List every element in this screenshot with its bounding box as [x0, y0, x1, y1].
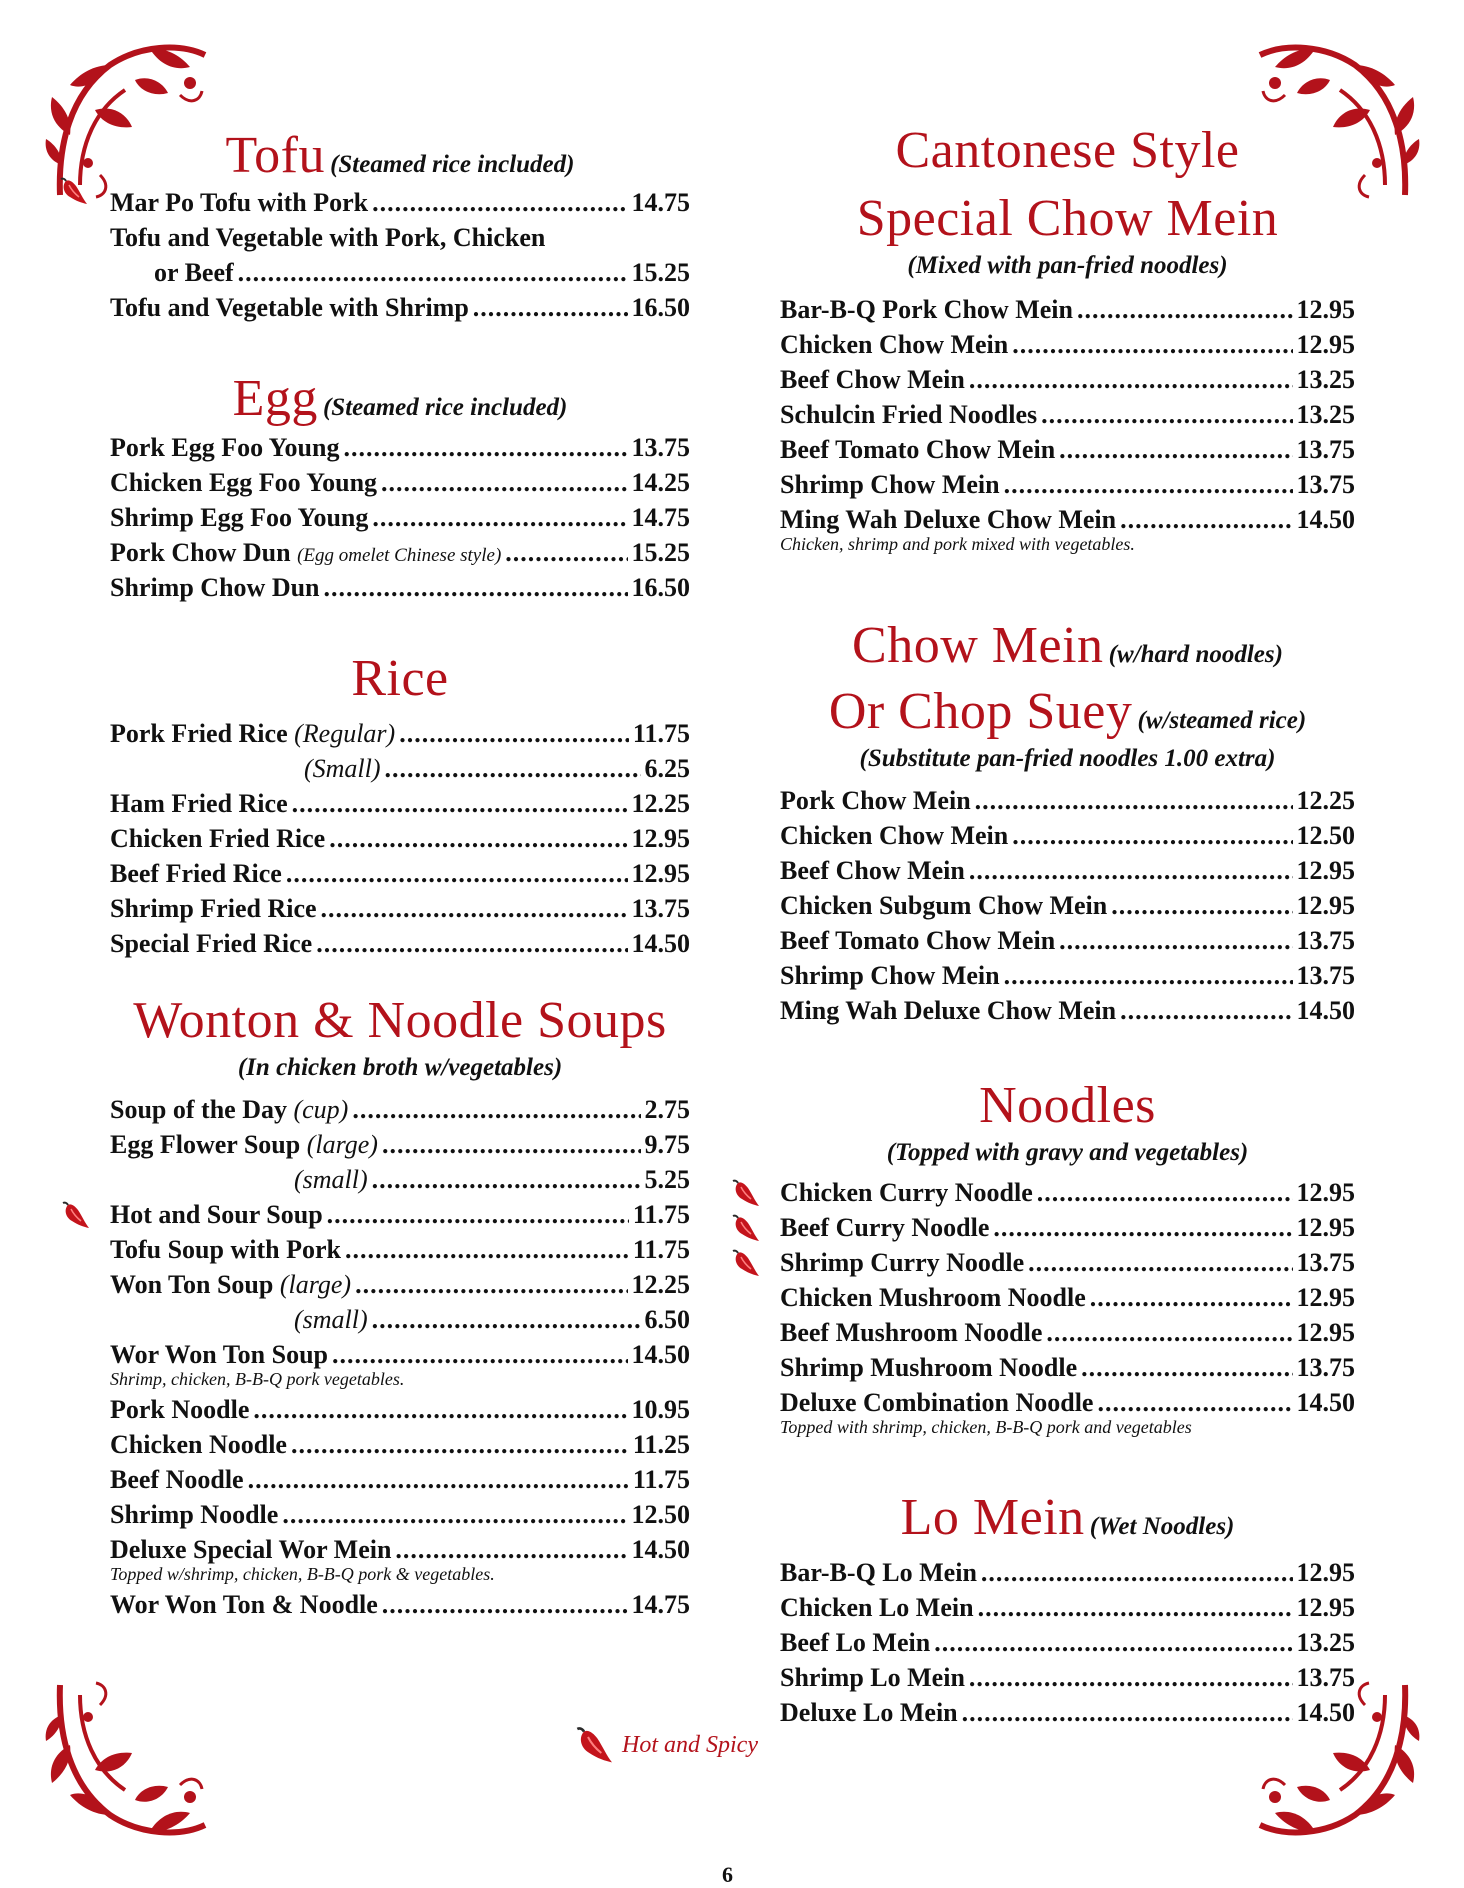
rice-items: [110, 716, 690, 961]
menu-item: Won Ton Soup (large) ..... 12.25: [110, 1267, 690, 1302]
tofu-heading: [110, 125, 690, 187]
menu-item: Wor Won Ton & Noodle ..... 14.75: [110, 1587, 690, 1622]
menu-item: Beef Curry Noodle ..... 12.95: [780, 1210, 1355, 1245]
section-title-line2: Special Chow Mein: [856, 190, 1279, 247]
item-description: Topped w/shrimp, chicken, B-B-Q pork & vegetables.: [110, 1564, 495, 1584]
section-subtitle: (Mixed with pan-fried noodles): [907, 252, 1228, 279]
chili-pepper-icon: [60, 177, 90, 205]
legend-label: Hot and Spicy: [622, 1731, 758, 1758]
section-title: Egg: [232, 370, 318, 427]
menu-item: Chicken Egg Foo Young ..... 14.25: [110, 465, 690, 500]
chowmein-section: [780, 615, 1355, 1028]
menu-item: Ming Wah Deluxe Chow Mein ..... 14.50: [780, 993, 1355, 1028]
chili-pepper-icon: [732, 1214, 762, 1242]
section-note: (w/hard noodles): [1108, 641, 1283, 668]
item-description: Chicken, shrimp and pork mixed with vegetables.: [780, 534, 1135, 554]
menu-item: Chicken Lo Mein ..... 12.95: [780, 1590, 1355, 1625]
chili-pepper-icon: [732, 1249, 762, 1277]
menu-item: Chicken Curry Noodle ..... 12.95: [780, 1175, 1355, 1210]
menu-item: Pork Chow Dun (Egg omelet Chinese style) ..... 15.25: [110, 535, 690, 570]
menu-item: Beef Tomato Chow Mein ..... 13.75: [780, 432, 1355, 467]
section-title: Noodles: [979, 1077, 1156, 1134]
menu-item: Shrimp Chow Mein ..... 13.75: [780, 958, 1355, 993]
section-subtitle: (Topped with gravy and vegetables): [886, 1139, 1249, 1166]
item-description: Topped with shrimp, chicken, B-B-Q pork and vegetables: [780, 1417, 1192, 1437]
noodles-items: [780, 1175, 1355, 1440]
rice-section: [110, 648, 690, 961]
menu-item: Shrimp Lo Mein ..... 13.75: [780, 1660, 1355, 1695]
menu-item: Chicken Mushroom Noodle ..... 12.95: [780, 1280, 1355, 1315]
menu-item: Schulcin Fried Noodles ..... 13.25: [780, 397, 1355, 432]
tofu-items: [110, 185, 690, 325]
menu-item: (Small) ..... 6.25: [110, 751, 690, 786]
egg-items: [110, 430, 690, 605]
menu-item: Deluxe Special Wor Mein ..... 14.50: [110, 1532, 690, 1567]
rice-heading: [110, 648, 690, 710]
section-note: (w/steamed rice): [1137, 707, 1307, 734]
section-note: (Steamed rice included): [322, 394, 568, 421]
menu-item: or Beef ..... 15.25: [110, 255, 690, 290]
menu-item: Bar-B-Q Lo Mein ..... 12.95: [780, 1555, 1355, 1590]
menu-item: Pork Fried Rice (Regular) ..... 11.75: [110, 716, 690, 751]
hot-and-spicy-legend: [576, 1726, 758, 1764]
soups-heading: [110, 990, 690, 1052]
section-title: Tofu: [225, 127, 325, 184]
soups-section: [110, 990, 690, 1622]
chili-pepper-icon: [732, 1179, 762, 1207]
chowmein-heading-line2: [780, 681, 1355, 743]
page-number: 6: [722, 1862, 733, 1887]
menu-item: Pork Chow Mein ..... 12.25: [780, 783, 1355, 818]
menu-item: Tofu and Vegetable with Shrimp ..... 16.50: [110, 290, 690, 325]
menu-item: Beef Lo Mein ..... 13.25: [780, 1625, 1355, 1660]
menu-item: Soup of the Day (cup) ..... 2.75: [110, 1092, 690, 1127]
section-title: Or Chop Suey: [828, 683, 1133, 740]
cantonese-items: [780, 292, 1355, 557]
menu-item: Shrimp Curry Noodle ..... 13.75: [780, 1245, 1355, 1280]
menu-item: Shrimp Noodle ..... 12.50: [110, 1497, 690, 1532]
cantonese-heading: [780, 120, 1355, 250]
section-title: Chow Mein: [852, 617, 1104, 674]
menu-item: Bar-B-Q Pork Chow Mein ..... 12.95: [780, 292, 1355, 327]
menu-item: (small) ..... 6.50: [110, 1302, 690, 1337]
menu-item: Chicken Chow Mein ..... 12.95: [780, 327, 1355, 362]
menu-item: Pork Egg Foo Young ..... 13.75: [110, 430, 690, 465]
menu-item: Beef Noodle ..... 11.75: [110, 1462, 690, 1497]
menu-item: Deluxe Combination Noodle ..... 14.50: [780, 1385, 1355, 1420]
menu-item: Shrimp Mushroom Noodle ..... 13.75: [780, 1350, 1355, 1385]
menu-item: Beef Chow Mein ..... 12.95: [780, 853, 1355, 888]
egg-heading: [110, 368, 690, 430]
menu-item: Chicken Chow Mein ..... 12.50: [780, 818, 1355, 853]
chowmein-heading-line1: [780, 615, 1355, 677]
menu-item: Shrimp Egg Foo Young ..... 14.75: [110, 500, 690, 535]
menu-item: Hot and Sour Soup ..... 11.75: [110, 1197, 690, 1232]
menu-item: Ham Fried Rice ..... 12.25: [110, 786, 690, 821]
lomein-items: [780, 1555, 1355, 1730]
menu-item: Pork Noodle ..... 10.95: [110, 1392, 690, 1427]
section-title: Wonton & Noodle Soups: [133, 992, 667, 1049]
chili-pepper-icon: [62, 1201, 92, 1229]
menu-item: Beef Fried Rice ..... 12.95: [110, 856, 690, 891]
chili-pepper-icon: [576, 1726, 616, 1764]
menu-item: Chicken Subgum Chow Mein ..... 12.95: [780, 888, 1355, 923]
lomein-section: [780, 1487, 1355, 1730]
corner-ornament-bottom-left: [40, 1675, 210, 1845]
section-title: Lo Mein: [900, 1489, 1085, 1546]
menu-item: Special Fried Rice ..... 14.50: [110, 926, 690, 961]
chowmein-items: [780, 783, 1355, 1028]
menu-item: Shrimp Chow Mein ..... 13.75: [780, 467, 1355, 502]
menu-item: Deluxe Lo Mein ..... 14.50: [780, 1695, 1355, 1730]
menu-item: Tofu and Vegetable with Pork, Chicken: [110, 223, 546, 252]
section-title-line1: Cantonese Style: [895, 122, 1240, 179]
section-subtitle: (In chicken broth w/vegetables): [237, 1054, 563, 1081]
menu-item: Tofu Soup with Pork ..... 11.75: [110, 1232, 690, 1267]
menu-item: Egg Flower Soup (large) ..... 9.75: [110, 1127, 690, 1162]
menu-item: Beef Mushroom Noodle ..... 12.95: [780, 1315, 1355, 1350]
section-subtitle: (Substitute pan-fried noodles 1.00 extra): [859, 745, 1276, 772]
menu-item: Wor Won Ton Soup ..... 14.50: [110, 1337, 690, 1372]
noodles-section: [780, 1075, 1355, 1440]
menu-item: Shrimp Fried Rice ..... 13.75: [110, 891, 690, 926]
egg-section: [110, 368, 690, 605]
menu-item: Chicken Fried Rice ..... 12.95: [110, 821, 690, 856]
cantonese-section: [780, 120, 1355, 557]
lomein-heading: [780, 1487, 1355, 1549]
noodles-heading: [780, 1075, 1355, 1137]
menu-item: Beef Chow Mein ..... 13.25: [780, 362, 1355, 397]
section-note: (Steamed rice included): [330, 151, 575, 178]
section-note: (Wet Noodles): [1089, 1513, 1235, 1540]
item-description: Shrimp, chicken, B-B-Q pork vegetables.: [110, 1369, 405, 1389]
menu-item: (small) ..... 5.25: [110, 1162, 690, 1197]
soups-items: [110, 1092, 690, 1622]
tofu-section: [110, 125, 690, 325]
menu-item: Ming Wah Deluxe Chow Mein ..... 14.50: [780, 502, 1355, 537]
section-title: Rice: [351, 650, 449, 707]
menu-item: Mar Po Tofu with Pork ..... 14.75: [110, 185, 690, 220]
menu-item: Shrimp Chow Dun ..... 16.50: [110, 570, 690, 605]
menu-item: Chicken Noodle ..... 11.25: [110, 1427, 690, 1462]
menu-item: Beef Tomato Chow Mein ..... 13.75: [780, 923, 1355, 958]
